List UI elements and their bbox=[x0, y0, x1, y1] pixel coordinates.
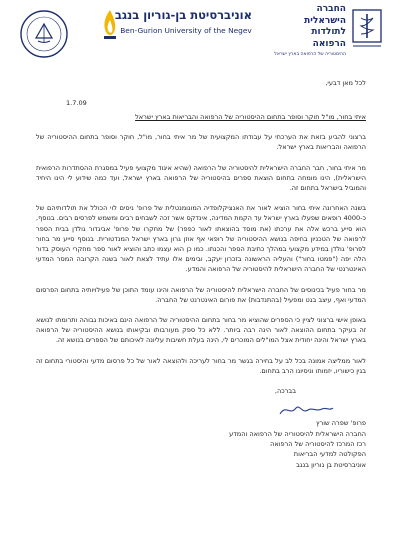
letter-paragraph: מר בחור פעיל בכינוסים של החברה הישראלית להיסטוריה של הרפואה והינו עומד התוכן של פעילויותיה בתחום הפרסום המדעי ואף, עיצב בגט ומפעיל (בהתנדבות) את פורום האינטרנט של החברה. bbox=[36, 285, 366, 304]
society-name-line: החברה bbox=[316, 4, 346, 14]
society-name-line: לתולדות bbox=[311, 27, 346, 38]
society-name-line: הרפואה bbox=[312, 38, 346, 49]
signature-line: רכז המרכז להיסטוריה של הרפואה bbox=[270, 440, 366, 449]
society-name bbox=[262, 4, 346, 50]
letter-date: 1.7.09 bbox=[66, 99, 87, 107]
letter-paragraph: באופן אישי ברצוני לציין כי הספרים שהוציא מר בחור בתחום ההיסטוריה של הרפואה הינם באיכות גבוהה ותרומתו לנושא זה בעיקר בתחום ההוצאה לאור הינה רבה ביותר. ללא כל ספק מעורבותו ובקיאותו בנושא ההיסטוריה של הרפואה בארץ ישראל והינה יחודית אצל המו"לים המוכרים לי, הינה בעלת חשיבות עליונה לאיכותם של הספרים בנושא זה. bbox=[36, 316, 366, 345]
society-emblem-icon bbox=[350, 6, 384, 50]
society-logo bbox=[264, 4, 384, 64]
signature-line: פרופ' שפרה שורץ bbox=[316, 419, 366, 428]
faculty-logo bbox=[18, 8, 70, 60]
handwritten-signature-icon bbox=[276, 402, 336, 418]
faculty-emblem-icon bbox=[18, 8, 70, 60]
bgu-english-name: Ben-Gurion University of the Negev bbox=[120, 26, 252, 35]
letter-paragraph: לאור ממליצה אמונה בכל לב על בחירה בגשר מר בחור לעריכה ולהוצאה לאור של כל פרסום מדעי והיסטורי בתחום זה בגין כישוריו, יזמותו וניסיונו הרב בתחום. bbox=[36, 356, 366, 375]
recipient-line: לכל מאן דבעי, bbox=[325, 79, 366, 87]
signature-line: הפקולטה למדעי הבריאות bbox=[293, 450, 366, 459]
society-name-line: הישראלית bbox=[304, 15, 346, 26]
letter-closing: בברכה, bbox=[274, 387, 296, 396]
society-subline: ההיסטוריה של הרפואה בארץ ישראל bbox=[274, 52, 346, 57]
letter-subject: איתי בחור, מו"ל חוקר וסופר בתחום ההיסטוריה של הרפואה והבריאות בארץ ישראל bbox=[135, 113, 366, 121]
signature-line: החברה הישראלית להיסטוריה של הרפואה והמדע bbox=[229, 429, 366, 438]
bgu-logo bbox=[100, 6, 250, 50]
signature bbox=[36, 402, 366, 418]
letter-paragraph: מר איתי בחור, חבר החברה הישראלית להיסטוריה של הרפואה (שהיא איגוד מקצועי פעיל במסגרת ההסתדרות הרפואית הישראלית), הינו מומחה בתחום הוצאת ספרים בהיסטוריה של הרפואה בארץ ישראל, ועד כמה שידוע לי הינו היחיד והמוביל בישראל בתחום זה. bbox=[36, 163, 366, 193]
letter-paragraph: בשנה האחרונה איתי בחור הוציא לאור את האנציקלופדיה המונומנטלית של פרופ' ניסים לוי הכולל את תולדותיהם של כ-4000 רופאים שפעלו בארץ ישראל עד הקמת המדינה, אינדקס אשר זכה לשבחים רבים ומשמש לפרסים רבים. בנוסף, הוא סייע ברכש אלה את ערכתו (את מוסד בהוצאתו לאור כפפר) של מחקרו של פרופ' אביגדור גולדן בבית הספר לרפואה של הטכניון בחיפה בנושא ההיסטוריה של רופאי אף אוזן גרון בארץ ישראל המנדטורית. בנוסף סייע מר בחור לפרופ' גולדן במידע מקצועי במהלך כתיבת הספר והכנתו. כמו כן הוא עצמו כתב והוציא לאור ספר מחקרי העוסק בדור הלה יפה ("פמטו בחור") והעליה הראשונה בזכרון יעקב, ובימים אלו עתיד לצאת לאור בשנה הקרובה המסר המדעי האינטרנטי של החברה הישראלית להיסטוריה של הרפואה והמדע. bbox=[35, 204, 366, 274]
letterhead bbox=[0, 0, 400, 70]
signature-block bbox=[36, 418, 366, 470]
letter-header-row bbox=[36, 74, 366, 88]
letter-paragraph: ברצוני להביע בזאת את הערכתי על עבודתו המקצועית של מר איתי בחור, מו"ל, חוקר וסופר בתחום ההיסטוריה של הרפואה והבריאות בארץ ישראל. bbox=[36, 133, 366, 152]
signature-line: אוניברסיטת בן גוריון בנגב bbox=[296, 460, 366, 469]
bgu-hebrew-name: אוניברסיטת בן-גוריון בנגב bbox=[114, 8, 252, 22]
letter-body bbox=[36, 74, 366, 470]
